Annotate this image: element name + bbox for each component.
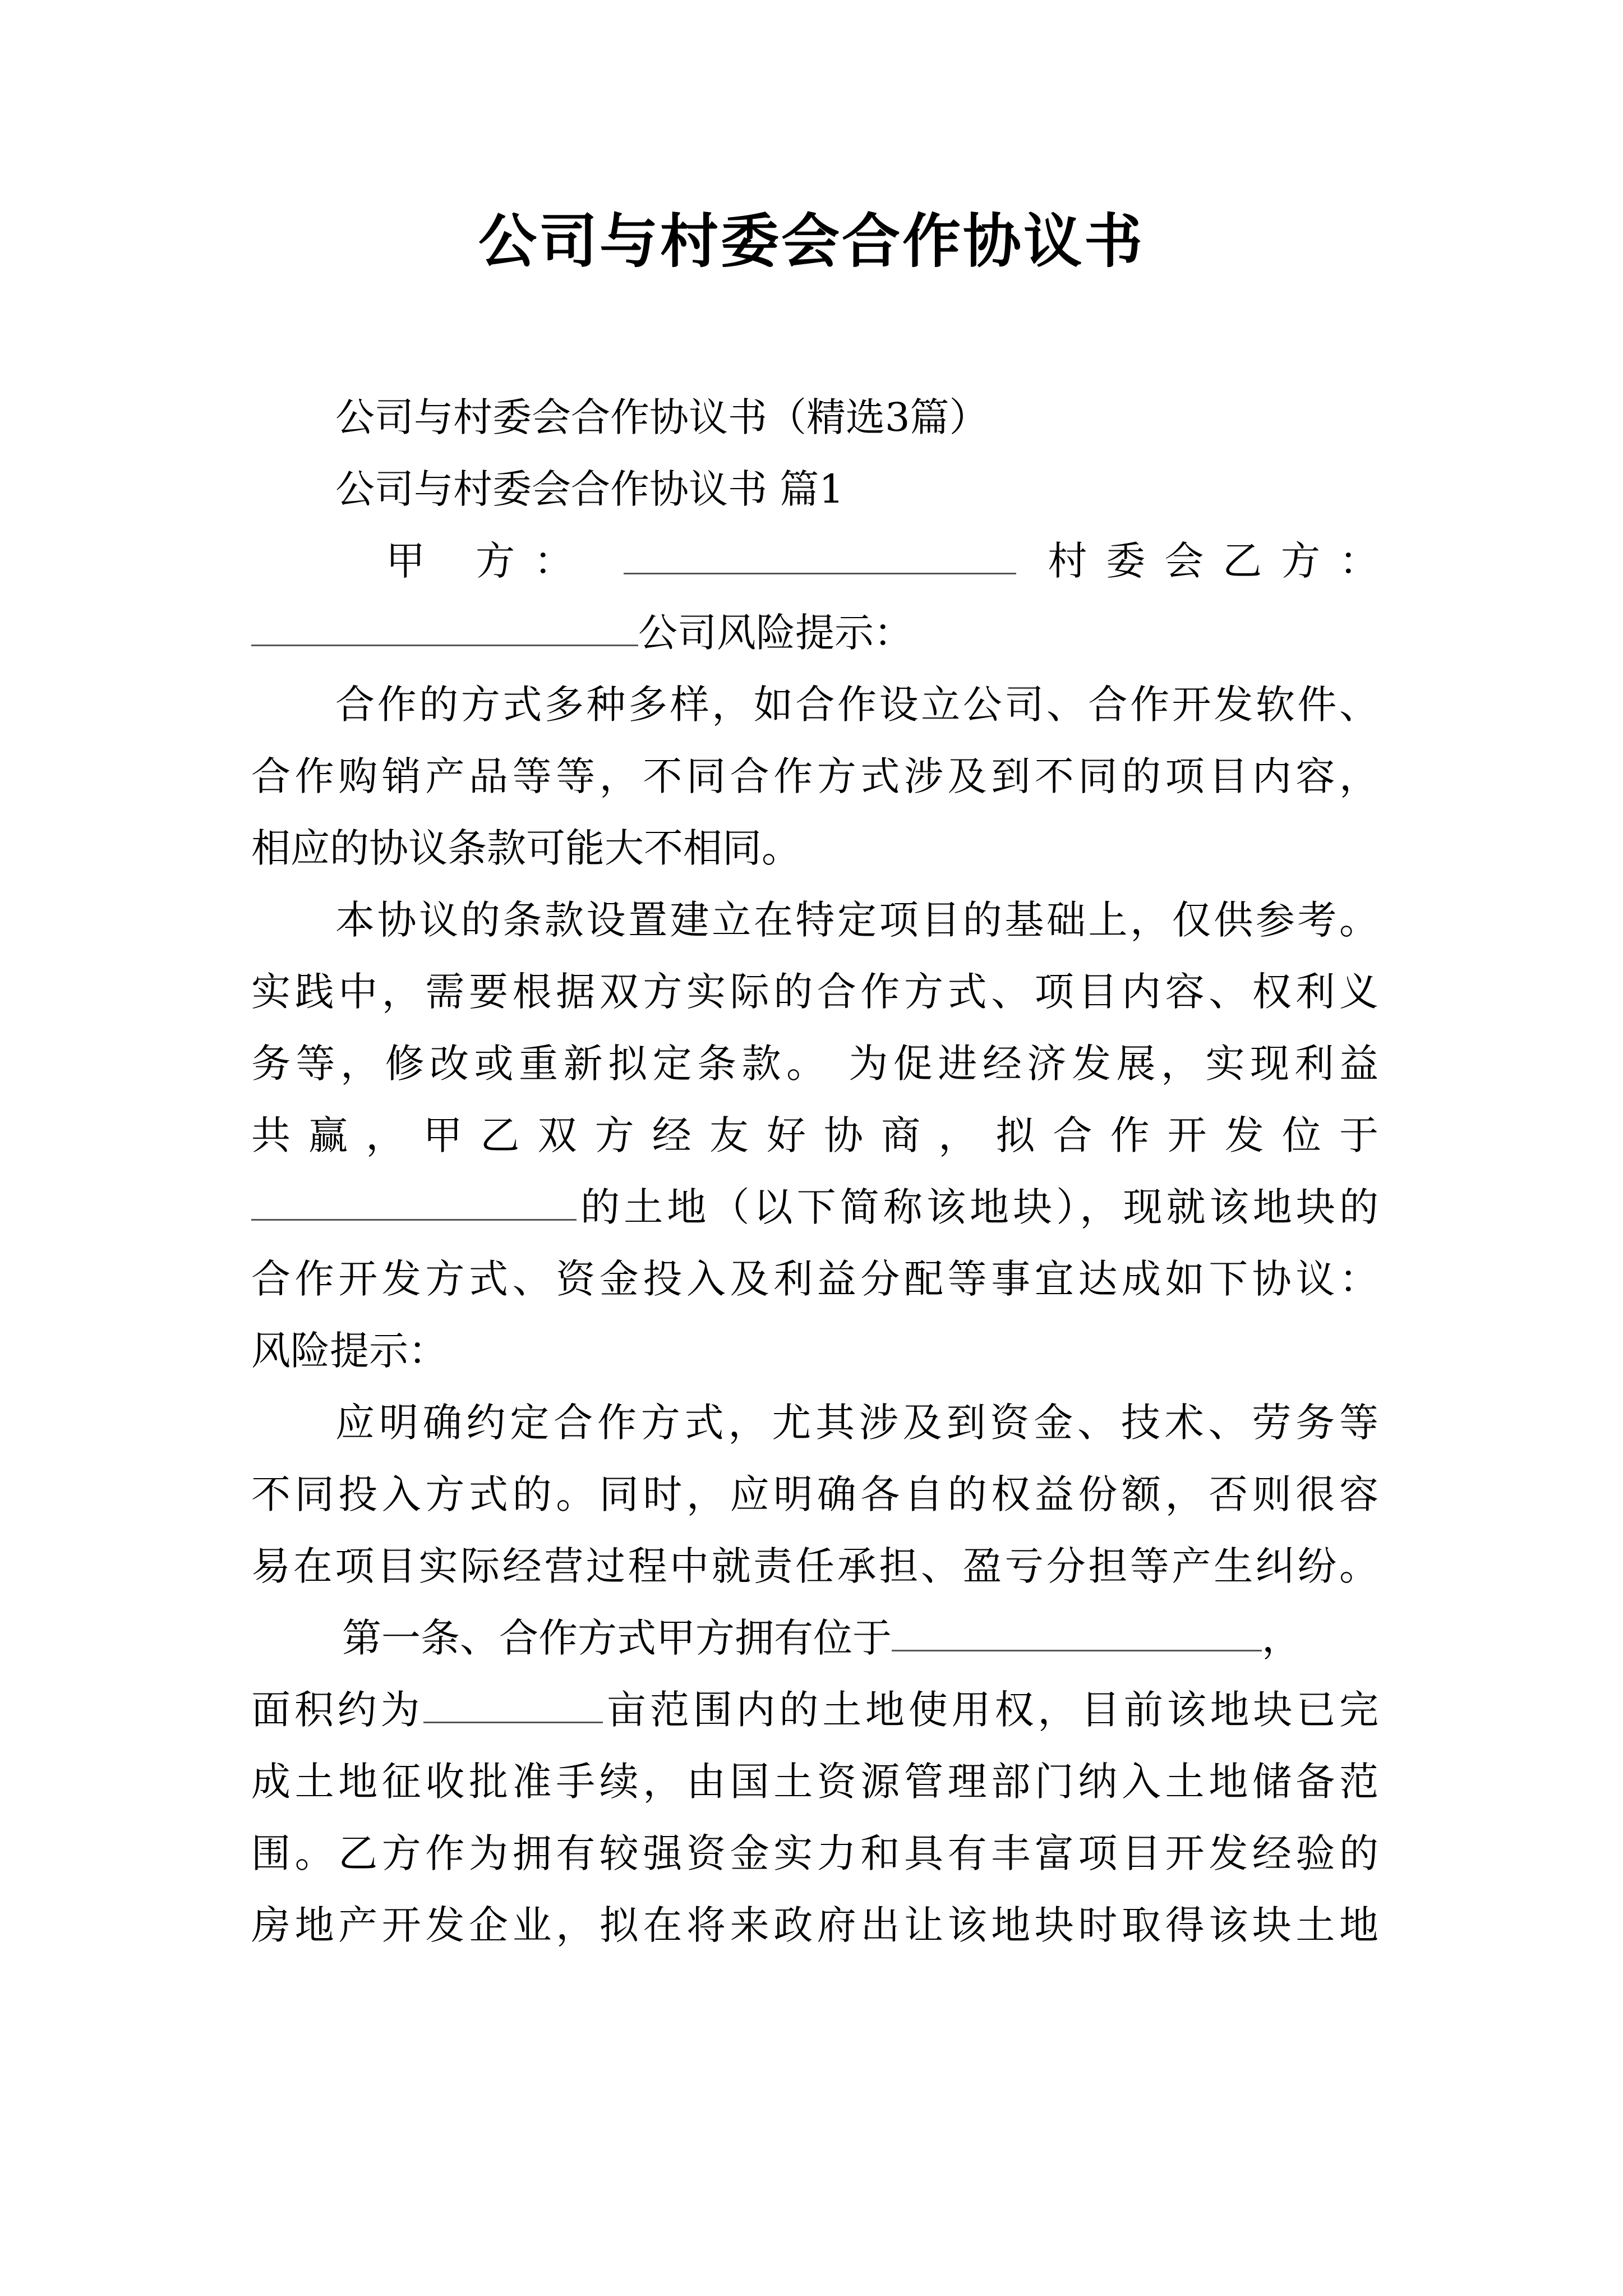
para1-line-3: 相应的协议条款可能大不相同。 <box>251 825 801 871</box>
document-body <box>251 381 1378 1961</box>
party-a-blank <box>624 532 1016 574</box>
party-b-line <box>251 597 1378 669</box>
location-blank <box>251 1179 577 1221</box>
para2-line-7: 风险提示： <box>251 1328 448 1374</box>
party-b-label: 村委会乙方： <box>1048 538 1378 584</box>
para2-line-2: 实践中，需要根据双方实际的合作方式、项目内容、权利义 <box>251 969 1378 1015</box>
para2-line-6: 合作开发方式、资金投入及利益分配等事宜达成如下协议： <box>251 1256 1378 1302</box>
para2-line-1: 本协议的条款设置建立在特定项目的基础上，仅供参考。 <box>335 897 1378 943</box>
para3-line-3: 易在项目实际经营过程中就责任承担、盈亏分担等产生纠纷。 <box>251 1543 1378 1589</box>
party-b-blank <box>251 604 638 646</box>
party-b-suffix: 公司风险提示： <box>638 610 913 656</box>
document-subtitle: 公司与村委会合作协议书（精选3篇） <box>335 394 989 440</box>
area-blank <box>423 1681 603 1723</box>
para2-line-4: 共赢，甲乙双方经友好协商，拟合作开发位于 <box>251 1112 1378 1158</box>
article1-line-2-prefix: 面积约为 <box>251 1687 424 1733</box>
article1-comma: ， <box>1262 1615 1301 1661</box>
article1-line-2 <box>251 1674 1378 1746</box>
section-heading: 公司与村委会合作协议书 篇1 <box>335 466 844 512</box>
article1-line-5: 房地产开发企业，拟在将来政府出让该地块时取得该块土地 <box>251 1902 1378 1948</box>
para1-line-1: 合作的方式多种多样，如合作设立公司、合作开发软件、 <box>335 682 1378 728</box>
para2-line-5-suffix: 的土地（以下简称该地块），现就该地块的 <box>577 1184 1378 1230</box>
party-line <box>251 525 1378 597</box>
para3-line-2: 不同投入方式的。同时，应明确各自的权益份额，否则很容 <box>251 1471 1378 1517</box>
document-title: 公司与村委会合作协议书 <box>478 206 1145 275</box>
para1-line-2: 合作购销产品等等，不同合作方式涉及到不同的项目内容， <box>251 753 1378 799</box>
article1-prefix: 第一条、合作方式甲方拥有位于 <box>342 1615 892 1661</box>
party-a-label: 甲 方： <box>386 538 592 584</box>
para2-line-5 <box>251 1171 1378 1243</box>
article1-location-blank <box>892 1609 1262 1651</box>
article1-line-2-suffix: 亩范围内的土地使用权，目前该地块已完 <box>603 1687 1378 1733</box>
article1-line-1 <box>251 1602 1378 1674</box>
article1-line-3: 成土地征收批准手续，由国土资源管理部门纳入土地储备范 <box>251 1759 1378 1805</box>
para3-line-1: 应明确约定合作方式，尤其涉及到资金、技术、劳务等 <box>335 1400 1378 1446</box>
para2-line-3: 务等，修改或重新拟定条款。 为促进经济发展，实现利益 <box>251 1041 1378 1087</box>
article1-line-4: 围。乙方作为拥有较强资金实力和具有丰富项目开发经验的 <box>251 1830 1378 1876</box>
